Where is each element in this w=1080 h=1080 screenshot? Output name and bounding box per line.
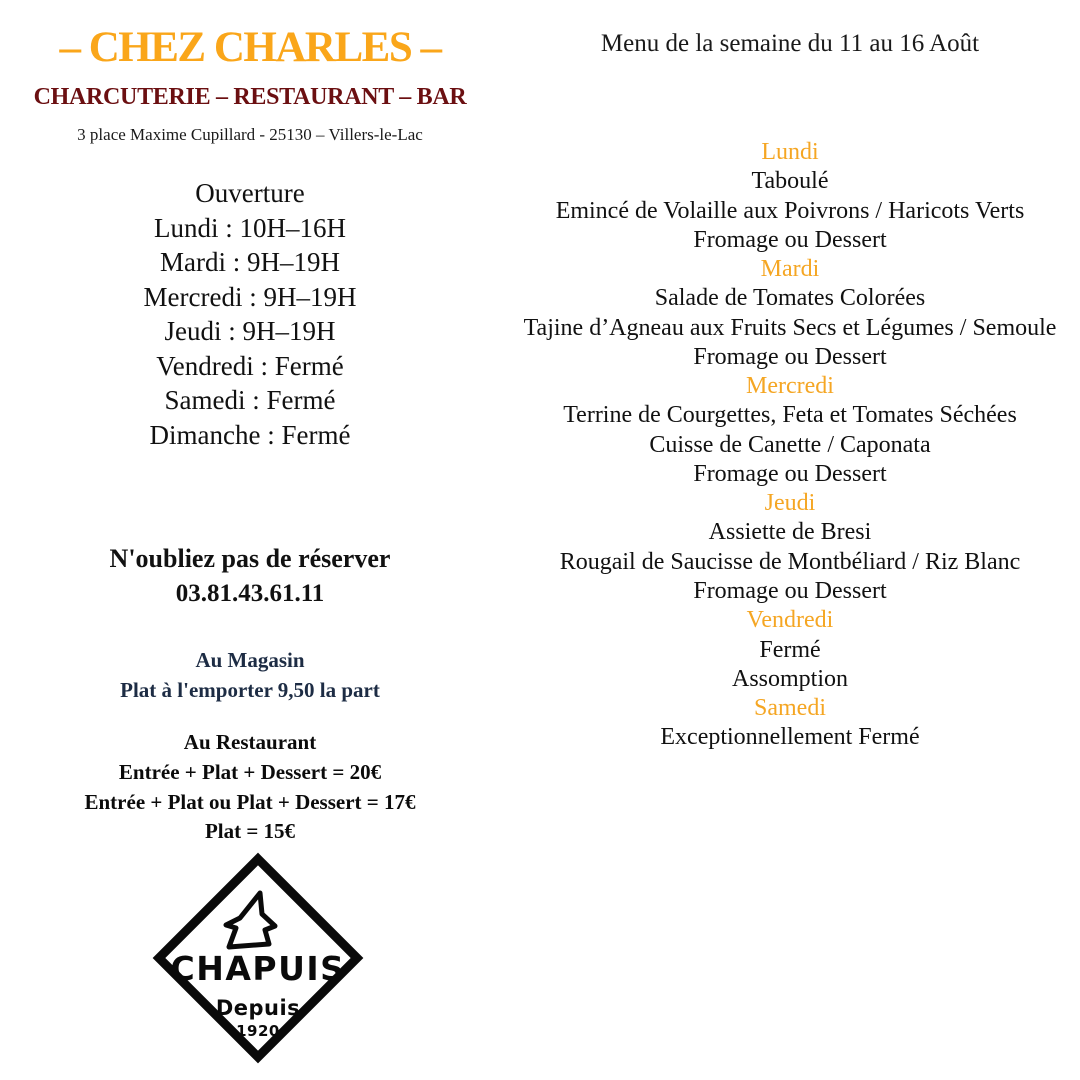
menu-day-heading-jeudi: Jeudi: [764, 490, 816, 517]
reservation-prompt: N'oubliez pas de réserver: [109, 544, 391, 573]
menu-day-heading-mercredi: Mercredi: [746, 373, 834, 400]
restaurant-price-full-menu: Entrée + Plat + Dessert = 20€: [118, 759, 382, 784]
menu-item-mercredi-starter: Terrine de Courgettes, Feta et Tomates Séchées: [563, 402, 1017, 429]
hours-row-mercredi: Mercredi : 9H–19H: [143, 281, 357, 312]
menu-item-mardi-main: Tajine d’Agneau aux Fruits Secs et Légumes / Semoule: [523, 314, 1057, 341]
opening-hours-heading: Ouverture: [195, 178, 305, 208]
restaurant-heading: Au Restaurant: [183, 730, 317, 754]
menu-item-mardi-starter: Salade de Tomates Colorées: [654, 285, 926, 312]
left-column: [0, 0, 500, 1080]
chapuis-logo-svg: [152, 852, 364, 1064]
menu-day-heading-lundi: Lundi: [761, 139, 819, 165]
restaurant-name-title: – CHEZ CHARLES –: [59, 24, 441, 71]
menu-day-heading-vendredi: Vendredi: [746, 607, 834, 634]
restaurant-address: 3 place Maxime Cupillard - 25130 – Villers-le-Lac: [77, 125, 423, 144]
menu-item-jeudi-starter: Assiette de Bresi: [708, 519, 872, 546]
shop-takeaway-price: Plat à l'emporter 9,50 la part: [120, 677, 380, 702]
menu-item-vendredi-note: Assomption: [731, 665, 848, 692]
restaurant-price-two-courses: Entrée + Plat ou Plat + Dessert = 17€: [84, 789, 416, 814]
menu-item-mercredi-dessert: Fromage ou Dessert: [693, 460, 887, 487]
menu-item-lundi-dessert: Fromage ou Dessert: [693, 226, 887, 253]
menu-item-jeudi-main: Rougail de Saucisse de Montbéliard / Riz Blanc: [559, 548, 1021, 575]
logo-since-label: Depuis: [215, 996, 301, 1020]
restaurant-pricing-section: [0, 728, 500, 847]
right-column: [500, 0, 1080, 1080]
menu-day-heading-mardi: Mardi: [760, 256, 820, 283]
hours-row-samedi: Samedi : Fermé: [164, 385, 336, 416]
hours-row-vendredi: Vendredi : Fermé: [156, 350, 344, 381]
opening-hours-section: [0, 176, 500, 452]
chalet-roof-icon: [226, 893, 275, 947]
hours-row-dimanche: Dimanche : Fermé: [149, 419, 351, 450]
chapuis-logo: [152, 852, 364, 1064]
restaurant-categories-subtitle: CHARCUTERIE – RESTAURANT – BAR: [33, 84, 467, 110]
shop-heading: Au Magasin: [195, 648, 305, 672]
menu-item-lundi-main: Emincé de Volaille aux Poivrons / Haricots Verts: [555, 197, 1025, 224]
hours-row-mardi: Mardi : 9H–19H: [160, 247, 340, 278]
reservation-phone-number[interactable]: 03.81.43.61.11: [175, 579, 325, 607]
week-menu-banner: Menu de la semaine du 11 au 16 Août: [600, 30, 980, 57]
menu-item-mardi-dessert: Fromage ou Dessert: [693, 343, 887, 370]
shop-pricing-section: [0, 646, 500, 706]
weekly-menu-list: [500, 138, 1080, 753]
restaurant-price-main-only: Plat = 15€: [204, 819, 296, 844]
menu-day-heading-samedi: Samedi: [754, 695, 826, 722]
logo-since-year: 1920: [236, 1022, 280, 1040]
menu-item-lundi-starter: Taboulé: [751, 168, 829, 195]
hours-row-jeudi: Jeudi : 9H–19H: [164, 316, 336, 347]
menu-item-samedi-status: Exceptionnellement Fermé: [660, 724, 920, 751]
hours-row-lundi: Lundi : 10H–16H: [154, 212, 346, 243]
logo-brand-name: CHAPUIS: [170, 949, 346, 988]
menu-item-mercredi-main: Cuisse de Canette / Caponata: [649, 431, 931, 458]
reservation-section: [0, 542, 500, 610]
menu-item-vendredi-status: Fermé: [759, 636, 821, 663]
menu-item-jeudi-dessert: Fromage ou Dessert: [693, 577, 887, 604]
